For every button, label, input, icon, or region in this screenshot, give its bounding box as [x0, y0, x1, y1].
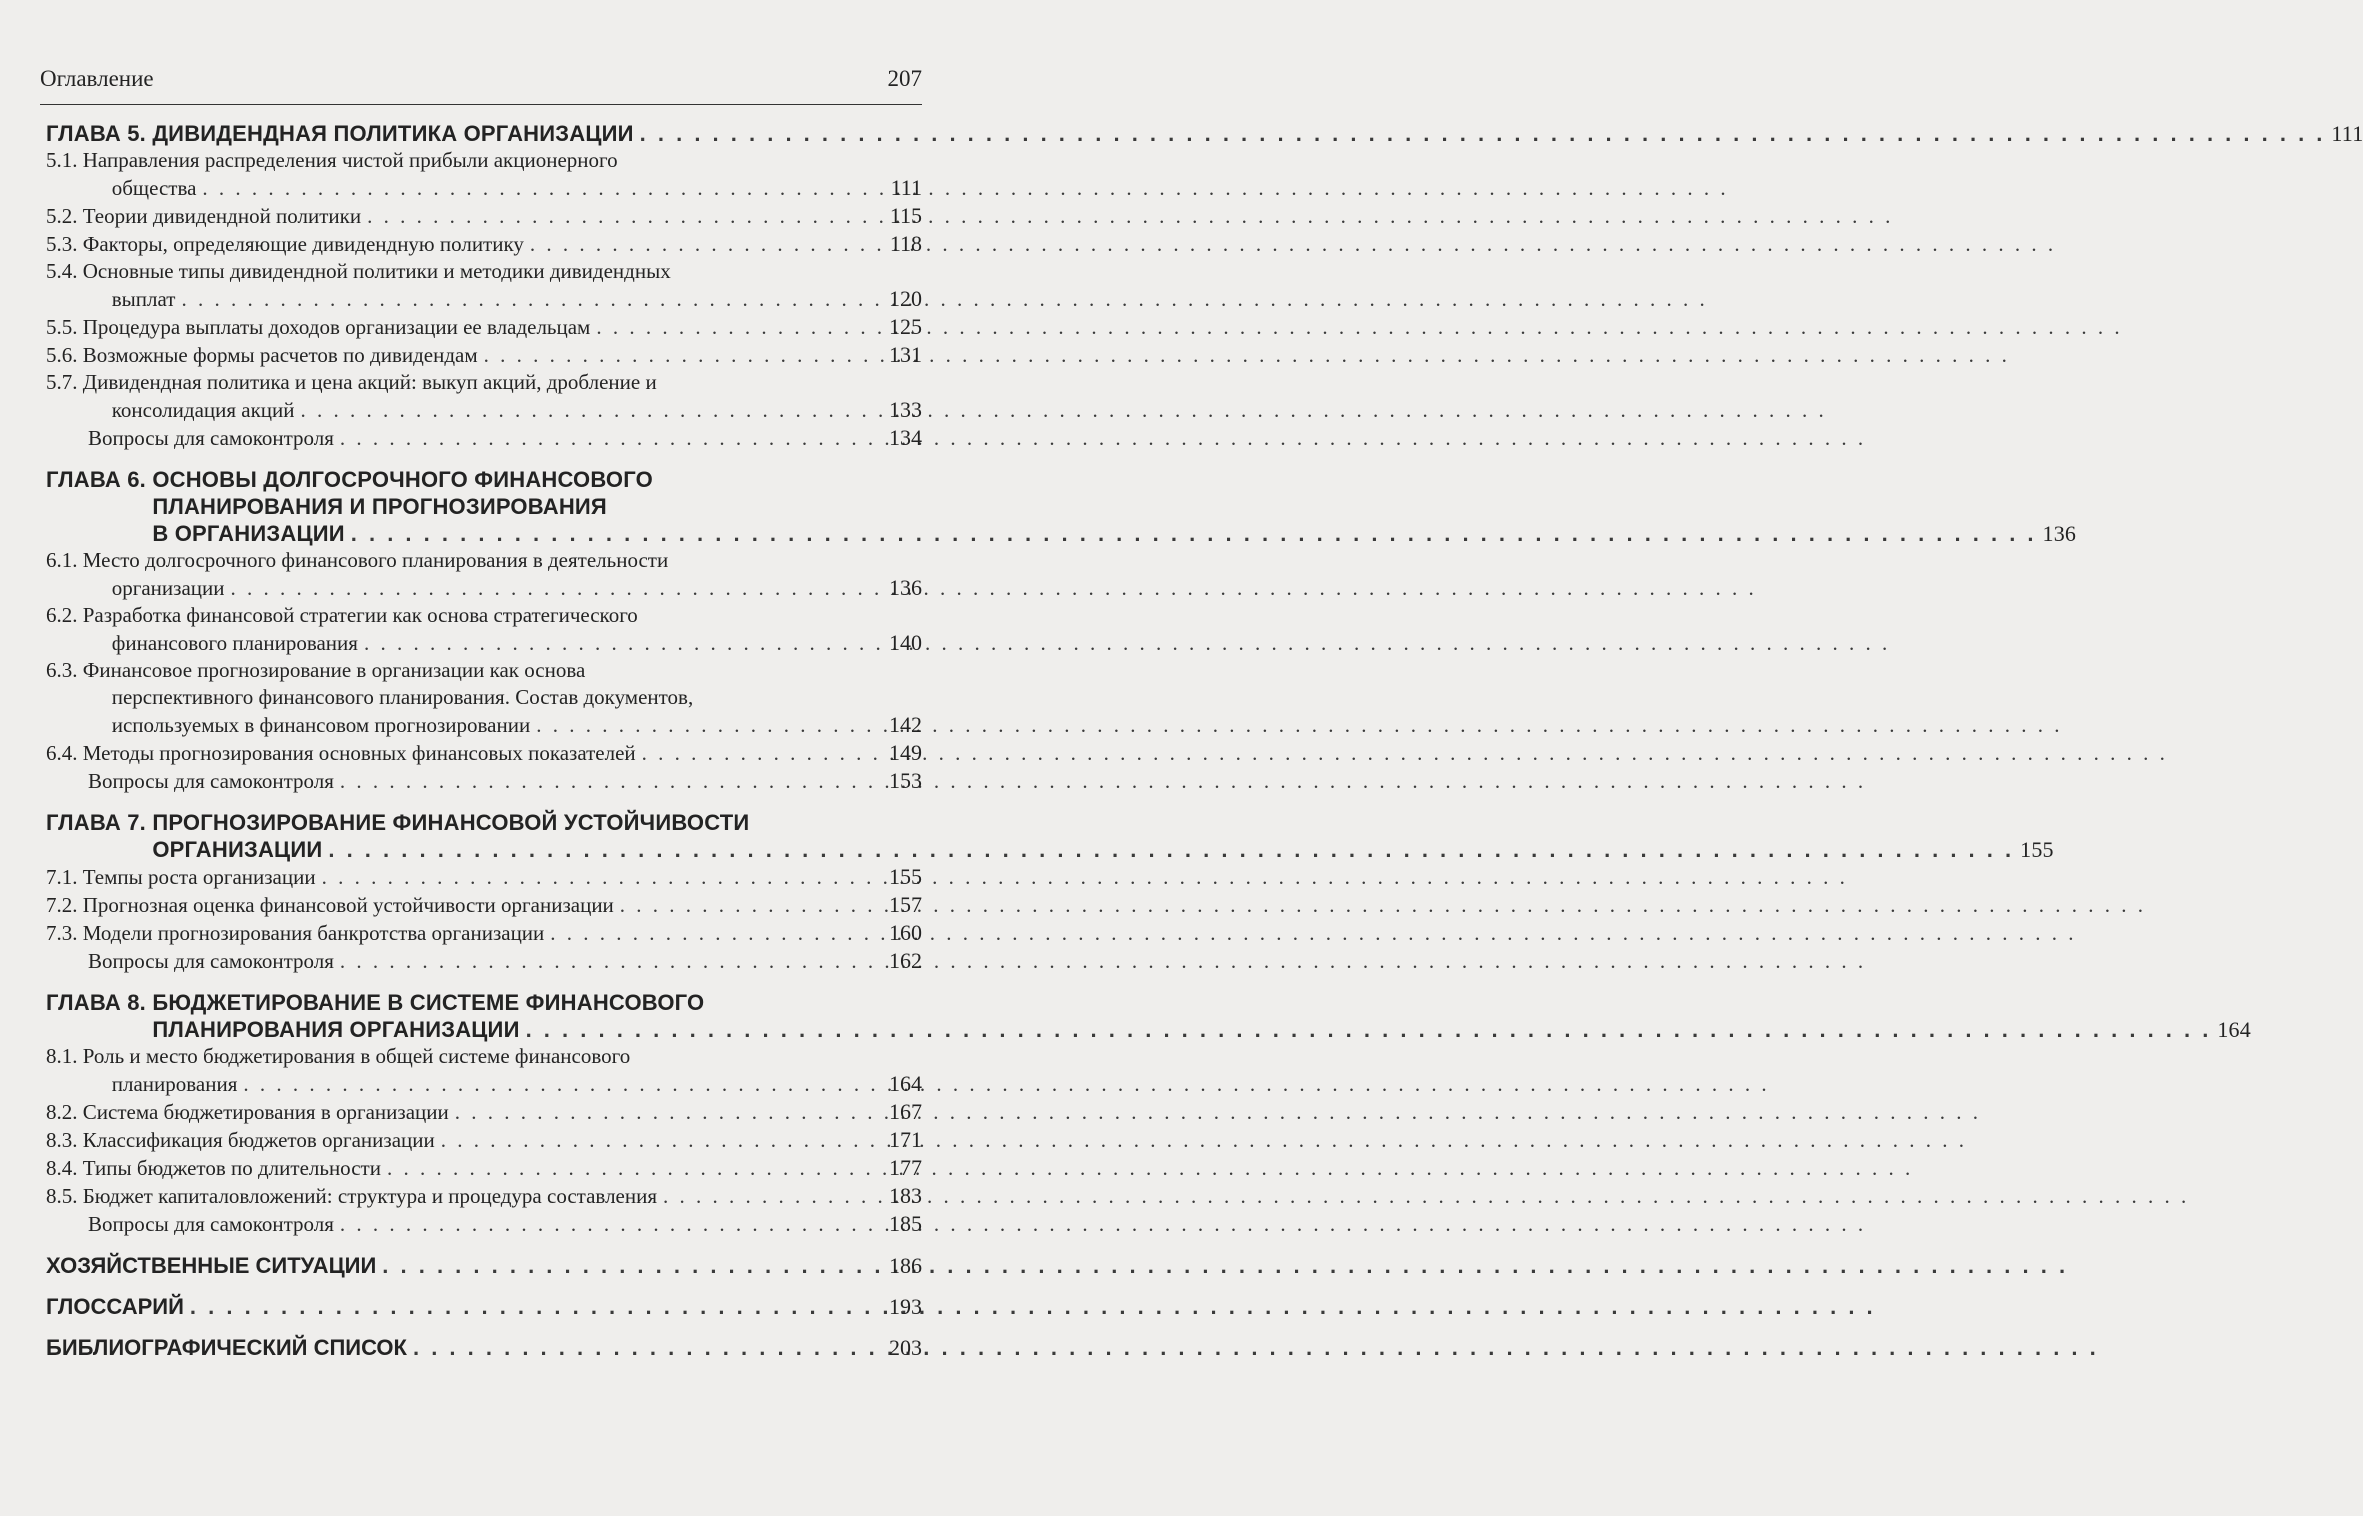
dot-leader — [441, 1127, 883, 1154]
chapter-title — [152, 120, 2363, 147]
entry-number: 8.5. — [46, 1184, 83, 1208]
entry-title-text: Модели прогнозирования банкротства организации — [82, 921, 545, 945]
entry-title-line — [83, 1070, 922, 1098]
entry-title-line — [83, 285, 922, 313]
chapter-block — [46, 989, 2251, 1238]
entry-title-text: Процедура выплаты доходов организации ее владельцам — [82, 315, 591, 339]
entry-number: 8.3. — [46, 1128, 83, 1152]
chapter-title-line — [152, 120, 2363, 147]
toc-entry[interactable] — [46, 313, 922, 341]
entry-title-text: Бюджет капиталовложений: структура и процедура составления — [82, 1184, 657, 1208]
dot-leader — [484, 342, 883, 369]
page-number: 133 — [889, 397, 922, 422]
page-number: 140 — [889, 630, 922, 655]
dot-leader — [243, 1071, 883, 1098]
toc-entry[interactable] — [46, 919, 922, 947]
entry-number: 7.2. — [46, 893, 83, 917]
chapter-title-text: БЮДЖЕТИРОВАНИЕ В СИСТЕМЕ ФИНАНСОВОГО — [152, 990, 705, 1015]
toc-entry-questions[interactable] — [46, 424, 922, 452]
entry-title-line — [83, 629, 922, 657]
entry-title-text: Факторы, определяющие дивидендную политику — [82, 232, 524, 256]
page-number: 111 — [2331, 121, 2363, 146]
page-number: 115 — [889, 203, 922, 228]
entry-title-text: консолидация акций — [111, 398, 295, 422]
entry-title-line — [83, 396, 922, 424]
toc-entry[interactable] — [46, 230, 922, 258]
page-number: 162 — [889, 948, 922, 973]
entry-title-line — [83, 891, 922, 919]
entry-title — [83, 369, 922, 424]
entry-title-text: Вопросы для самоконтроля — [88, 769, 334, 793]
page-number: 153 — [889, 768, 922, 793]
page-number: 131 — [889, 342, 922, 367]
entry-title-text: Система бюджетирования в организации — [82, 1100, 449, 1124]
chapter-title-text: ПЛАНИРОВАНИЯ ОРГАНИЗАЦИИ — [152, 1017, 520, 1042]
entry-number: 5.4. — [46, 259, 83, 283]
entry-title-line — [83, 602, 922, 629]
entry-title-text: Темпы роста организации — [82, 865, 316, 889]
entry-number: 5.7. — [46, 370, 83, 394]
toc-entry[interactable] — [46, 657, 922, 739]
chapter-title — [152, 466, 2076, 547]
entry-title-line — [83, 258, 922, 285]
chapter-title-line — [152, 836, 2053, 863]
dot-leader — [190, 1293, 883, 1320]
toc-entry[interactable] — [46, 891, 922, 919]
entry-title — [88, 424, 922, 452]
entry-title-line — [83, 863, 922, 891]
entry-title-line — [83, 657, 922, 684]
toc-section[interactable] — [46, 1293, 922, 1320]
entry-title — [83, 202, 922, 230]
entry-title-text: Дивидендная политика и цена акций: выкуп акций, дробление и — [82, 370, 657, 394]
page-number: 177 — [889, 1155, 922, 1180]
entry-number: 6.1. — [46, 548, 83, 572]
page-number: 171 — [889, 1127, 922, 1152]
toc-entry[interactable] — [46, 1098, 922, 1126]
entry-title-text: общества — [111, 176, 197, 200]
page-number: 111 — [890, 175, 922, 200]
entry-title-text: Типы бюджетов по длительности — [82, 1156, 381, 1180]
dot-leader — [231, 575, 884, 602]
entry-title — [83, 739, 922, 767]
entry-title-text: Роль и место бюджетирования в общей системе финансового — [82, 1044, 631, 1068]
page-number: 120 — [889, 286, 922, 311]
chapter-title-line — [152, 466, 2076, 493]
chapter-title-text: В ОРГАНИЗАЦИИ — [152, 521, 345, 546]
dot-leader — [382, 1252, 883, 1279]
entry-title-line — [83, 919, 922, 947]
entry-title-line — [83, 574, 922, 602]
entry-title-text: выплат — [111, 287, 176, 311]
chapter-title-line — [152, 520, 2076, 547]
dot-leader — [351, 520, 2037, 547]
toc-entry[interactable] — [46, 1043, 922, 1098]
entry-title — [83, 258, 922, 313]
dot-leader — [530, 231, 884, 258]
toc-entry[interactable] — [46, 341, 922, 369]
chapter-title-text: ПЛАНИРОВАНИЯ И ПРОГНОЗИРОВАНИЯ — [152, 494, 607, 519]
chapter-block — [46, 120, 2363, 452]
toc-entry[interactable] — [46, 369, 922, 424]
entry-title-line — [83, 684, 922, 711]
page-number: 167 — [889, 1099, 922, 1124]
entry-title — [83, 1098, 922, 1126]
entry-title-text: перспективного финансового планирования. Состав документов, — [111, 685, 694, 709]
entry-title — [83, 657, 922, 739]
dot-leader — [340, 948, 883, 975]
toc-section[interactable] — [46, 1334, 922, 1361]
entry-title-text: финансового планирования — [111, 631, 358, 655]
entry-title-line — [83, 739, 922, 767]
entry-number: 7.3. — [46, 921, 83, 945]
entry-title-text: Финансовое прогнозирование в организации как основа — [82, 658, 586, 682]
dot-leader — [301, 397, 883, 424]
entry-number: 5.6. — [46, 343, 83, 367]
chapter-block — [46, 809, 2054, 975]
page-number: 149 — [889, 740, 922, 765]
page-number: 142 — [889, 712, 922, 737]
running-head — [40, 66, 922, 102]
entry-title-line — [88, 947, 922, 975]
entry-title-text: используемых в финансовом прогнозировании — [111, 713, 531, 737]
dot-leader — [202, 175, 884, 202]
chapter-title-text: ОРГАНИЗАЦИИ — [152, 837, 323, 862]
entry-title-text: Возможные формы расчетов по дивидендам — [82, 343, 478, 367]
dot-leader — [364, 630, 883, 657]
toc-entry-questions[interactable] — [46, 947, 922, 975]
page-number: 185 — [889, 1211, 922, 1236]
entry-title-line — [83, 313, 922, 341]
chapter-title-line — [152, 989, 2251, 1016]
running-head-title: Оглавление — [40, 66, 154, 91]
dot-leader — [387, 1155, 883, 1182]
entry-title — [83, 1126, 922, 1154]
dot-leader — [663, 1183, 883, 1210]
entry-title — [83, 147, 922, 202]
chapter-label: ГЛАВА 8. — [46, 990, 153, 1015]
page-number: 164 — [889, 1071, 922, 1096]
entry-title — [88, 767, 922, 795]
entry-title-text: Направления распределения чистой прибыли акционерного — [82, 148, 618, 172]
dot-leader — [340, 1211, 883, 1238]
page-number: 203 — [889, 1335, 922, 1360]
dot-leader — [536, 712, 883, 739]
toc-entry[interactable] — [46, 1182, 922, 1210]
page-number: 155 — [2020, 837, 2054, 862]
toc-entry-questions[interactable] — [46, 1210, 922, 1238]
entry-title-line — [83, 1126, 922, 1154]
section-title: ХОЗЯЙСТВЕННЫЕ СИТУАЦИИ — [46, 1253, 377, 1278]
chapter-title-line — [152, 1016, 2251, 1043]
page-number: 186 — [889, 1253, 922, 1278]
entry-title-line — [83, 174, 922, 202]
page-number: 155 — [889, 864, 922, 889]
toc-entry[interactable] — [46, 739, 922, 767]
entry-number: 8.4. — [46, 1156, 83, 1180]
dot-leader — [620, 892, 883, 919]
entry-title — [83, 1182, 922, 1210]
entry-title-text: Теории дивидендной политики — [82, 204, 362, 228]
toc-entry[interactable] — [46, 258, 922, 313]
entry-title-line — [88, 767, 922, 795]
chapter-heading[interactable] — [46, 809, 2054, 863]
entry-title-text: Классификация бюджетов организации — [82, 1128, 435, 1152]
entry-title-line — [83, 1182, 922, 1210]
entry-title — [83, 313, 922, 341]
chapter-label: ГЛАВА 6. — [46, 467, 153, 492]
dot-leader — [340, 768, 883, 795]
dot-leader — [550, 920, 883, 947]
entry-title-text: планирования — [111, 1072, 238, 1096]
chapter-title-line — [152, 809, 2053, 836]
running-head-page-number: 207 — [887, 66, 922, 91]
toc-entry[interactable] — [46, 147, 922, 202]
chapter-heading[interactable] — [46, 466, 2077, 547]
page-number: 118 — [889, 231, 922, 256]
dot-leader — [642, 740, 883, 767]
entry-title-text: Вопросы для самоконтроля — [88, 1212, 334, 1236]
entry-number: 8.1. — [46, 1044, 83, 1068]
page-number: 164 — [2217, 1017, 2251, 1042]
entry-number: 5.3. — [46, 232, 83, 256]
entry-title-text: Разработка финансовой стратегии как основа стратегического — [82, 603, 638, 627]
chapter-block — [46, 466, 2077, 795]
header-rule — [40, 104, 922, 105]
chapter-heading[interactable] — [46, 120, 2363, 147]
entry-title-text: Методы прогнозирования основных финансовых показателей — [82, 741, 636, 765]
chapter-label: ГЛАВА 5. — [46, 121, 153, 146]
dot-leader — [322, 864, 883, 891]
entry-title-line — [83, 202, 922, 230]
entry-title — [83, 230, 922, 258]
table-of-contents — [46, 120, 2363, 1373]
toc-entry[interactable] — [46, 202, 922, 230]
chapter-title-text: ДИВИДЕНДНАЯ ПОЛИТИКА ОРГАНИЗАЦИИ — [152, 121, 634, 146]
chapter-title-line — [152, 493, 2076, 520]
toc-entry-questions[interactable] — [46, 767, 922, 795]
dot-leader — [340, 425, 883, 452]
entry-title — [83, 602, 922, 657]
chapter-heading[interactable] — [46, 989, 2251, 1043]
entry-title-line — [88, 1210, 922, 1238]
entry-number: 5.1. — [46, 148, 83, 172]
dot-leader — [413, 1334, 883, 1361]
entry-title-text: Прогнозная оценка финансовой устойчивости организации — [82, 893, 614, 917]
entry-title-line — [83, 369, 922, 396]
entry-title-text: Вопросы для самоконтроля — [88, 426, 334, 450]
entry-number: 5.5. — [46, 315, 83, 339]
page-number: 136 — [2042, 521, 2077, 546]
dot-leader — [640, 120, 2326, 147]
page-number: 136 — [889, 575, 922, 600]
chapter-title — [152, 809, 2053, 863]
entry-title-line — [83, 1043, 922, 1070]
toc-section[interactable] — [46, 1252, 922, 1279]
section-title: БИБЛИОГРАФИЧЕСКИЙ СПИСОК — [46, 1335, 407, 1360]
chapter-title — [152, 989, 2251, 1043]
entry-title — [83, 547, 922, 602]
dot-leader — [455, 1099, 883, 1126]
toc-entry[interactable] — [46, 1126, 922, 1154]
dot-leader — [328, 836, 2014, 863]
toc-entry[interactable] — [46, 547, 922, 602]
entry-title — [83, 891, 922, 919]
entry-title-text: организации — [111, 576, 225, 600]
entry-title-line — [83, 1098, 922, 1126]
section-title: ГЛОССАРИЙ — [46, 1294, 184, 1319]
page-number: 160 — [889, 920, 922, 945]
entry-title-line — [83, 711, 922, 739]
entry-title-text: Основные типы дивидендной политики и методики дивидендных — [82, 259, 671, 283]
entry-number: 6.2. — [46, 603, 83, 627]
chapter-title-text: ОСНОВЫ ДОЛГОСРОЧНОГО ФИНАНСОВОГО — [152, 467, 653, 492]
dot-leader — [526, 1016, 2212, 1043]
entry-title-line — [88, 424, 922, 452]
entry-number: 7.1. — [46, 865, 83, 889]
entry-title-line — [83, 230, 922, 258]
chapter-label: ГЛАВА 7. — [46, 810, 153, 835]
toc-entry[interactable] — [46, 602, 922, 657]
entry-title — [83, 1043, 922, 1098]
entry-title — [83, 919, 922, 947]
entry-title — [88, 947, 922, 975]
entry-title-line — [83, 547, 922, 574]
entry-title-line — [83, 1154, 922, 1182]
entry-title-text: Место долгосрочного финансового планирования в деятельности — [82, 548, 669, 572]
entry-title — [83, 863, 922, 891]
entry-number: 6.4. — [46, 741, 83, 765]
entry-number: 6.3. — [46, 658, 83, 682]
chapter-title-text: ПРОГНОЗИРОВАНИЕ ФИНАНСОВОЙ УСТОЙЧИВОСТИ — [152, 810, 750, 835]
entry-number: 8.2. — [46, 1100, 83, 1124]
dot-leader — [181, 286, 883, 313]
page-number: 157 — [889, 892, 922, 917]
page-number: 183 — [889, 1183, 922, 1208]
entry-title — [83, 341, 922, 369]
toc-entry[interactable] — [46, 1154, 922, 1182]
entry-title — [88, 1210, 922, 1238]
dot-leader — [596, 314, 883, 341]
page-number: 125 — [889, 314, 922, 339]
entry-number: 5.2. — [46, 204, 83, 228]
entry-title — [83, 1154, 922, 1182]
entry-title-text: Вопросы для самоконтроля — [88, 949, 334, 973]
toc-entry[interactable] — [46, 863, 922, 891]
dot-leader — [367, 203, 884, 230]
page-number: 193 — [889, 1294, 922, 1319]
entry-title-line — [83, 341, 922, 369]
page-number: 134 — [889, 425, 922, 450]
entry-title-line — [83, 147, 922, 174]
